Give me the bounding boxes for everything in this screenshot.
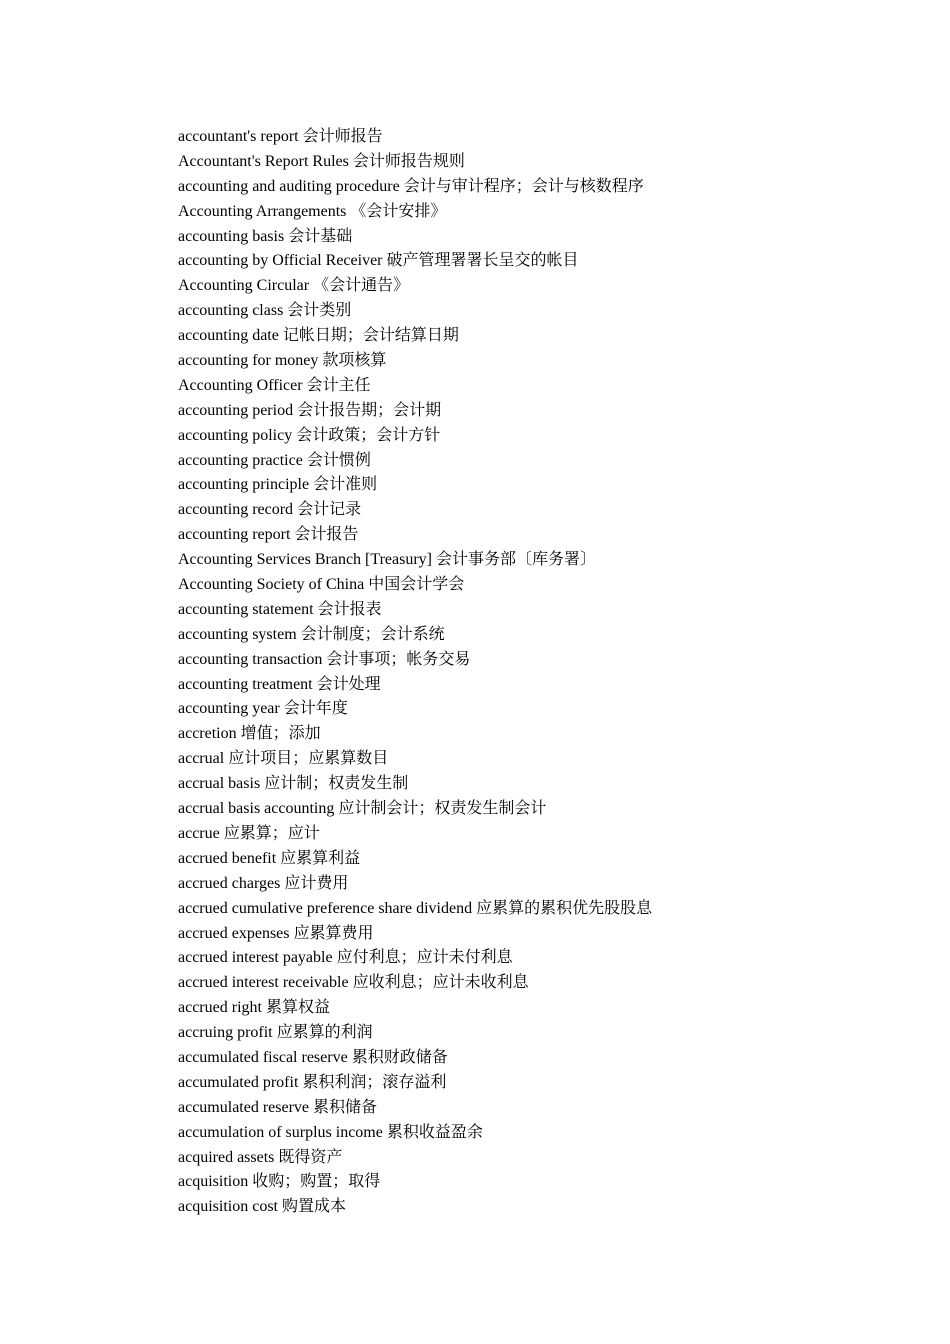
entry-term: accrue xyxy=(178,824,220,842)
entry-translation: 累积利润；滚存溢利 xyxy=(302,1073,447,1091)
glossary-entry xyxy=(178,324,878,349)
entry-term: accrued interest receivable xyxy=(178,974,349,992)
entry-term: accruing profit xyxy=(178,1024,273,1042)
glossary-entry xyxy=(178,772,878,797)
glossary-entry xyxy=(178,971,878,996)
glossary-entry xyxy=(178,1170,878,1195)
glossary-entry xyxy=(178,299,878,324)
entry-translation: 应累算费用 xyxy=(293,924,374,942)
entry-translation: 会计报表 xyxy=(317,600,382,618)
glossary-entry xyxy=(178,1121,878,1146)
entry-translation: 应收利息；应计未收利息 xyxy=(352,974,529,992)
entry-term: accounting policy xyxy=(178,426,293,444)
entry-translation: 款项核算 xyxy=(322,352,387,370)
glossary-entry xyxy=(178,175,878,200)
entry-term: accounting basis xyxy=(178,227,285,245)
glossary-entry xyxy=(178,1021,878,1046)
entry-translation: 应累算的累积优先股股息 xyxy=(476,899,653,917)
entry-term: accounting report xyxy=(178,526,291,544)
glossary-entry xyxy=(178,722,878,747)
entry-term: accrued interest payable xyxy=(178,949,333,967)
glossary-entry xyxy=(178,498,878,523)
entry-translation: 破产管理署署长呈交的帐目 xyxy=(386,252,579,270)
entry-term: accounting record xyxy=(178,501,294,519)
glossary-entry xyxy=(178,598,878,623)
entry-translation: 会计基础 xyxy=(288,227,353,245)
entry-translation: 会计师报告规则 xyxy=(352,152,465,170)
entry-term: accumulation of surplus income xyxy=(178,1123,383,1141)
entry-term: Accounting Society of China xyxy=(178,576,365,594)
entry-translation: 《会计安排》 xyxy=(350,202,447,220)
entry-term: Accounting Officer xyxy=(178,376,303,394)
entry-translation: 累积储备 xyxy=(313,1098,378,1116)
entry-translation: 会计记录 xyxy=(297,501,362,519)
glossary-entry xyxy=(178,399,878,424)
glossary-entry xyxy=(178,648,878,673)
glossary-entry xyxy=(178,548,878,573)
glossary-entry xyxy=(178,847,878,872)
entry-term: acquisition xyxy=(178,1173,249,1191)
entry-term: Accounting Arrangements xyxy=(178,202,347,220)
entry-translation: 应计费用 xyxy=(284,874,349,892)
entry-term: accrued right xyxy=(178,999,262,1017)
entry-translation: 中国会计学会 xyxy=(368,576,465,594)
entry-translation: 会计准则 xyxy=(313,476,378,494)
glossary-entry xyxy=(178,697,878,722)
glossary-entry xyxy=(178,1096,878,1121)
glossary-entry xyxy=(178,125,878,150)
glossary-entry xyxy=(178,449,878,474)
entry-term: accumulated fiscal reserve xyxy=(178,1048,348,1066)
glossary-entry xyxy=(178,822,878,847)
glossary-entry xyxy=(178,150,878,175)
entry-term: accounting transaction xyxy=(178,650,323,668)
glossary-entry xyxy=(178,523,878,548)
entry-term: acquisition cost xyxy=(178,1198,278,1216)
glossary-entry xyxy=(178,1046,878,1071)
entry-translation: 应计制；权责发生制 xyxy=(264,775,409,793)
entry-term: Accountant's Report Rules xyxy=(178,152,349,170)
entry-translation: 记帐日期；会计结算日期 xyxy=(282,327,459,345)
entry-translation: 会计类别 xyxy=(287,302,352,320)
entry-translation: 会计师报告 xyxy=(302,128,383,145)
glossary-entry xyxy=(178,1071,878,1096)
entry-term: accounting for money xyxy=(178,352,319,370)
glossary-entry xyxy=(178,922,878,947)
glossary-entry xyxy=(178,473,878,498)
entry-term: accrued cumulative preference share dividend xyxy=(178,899,473,917)
glossary-entry xyxy=(178,374,878,399)
glossary-entry xyxy=(178,274,878,299)
entry-term: accounting principle xyxy=(178,476,310,494)
entry-term: accounting class xyxy=(178,302,284,320)
entry-term: accumulated reserve xyxy=(178,1098,310,1116)
entry-term: Accounting Services Branch [Treasury] xyxy=(178,551,433,569)
entry-translation: 会计事项；帐务交易 xyxy=(326,650,471,668)
entry-translation: 累积财政储备 xyxy=(351,1048,448,1066)
glossary-entry xyxy=(178,573,878,598)
entry-term: acquired assets xyxy=(178,1148,275,1166)
entry-translation: 会计事务部〔库务署〕 xyxy=(436,551,597,569)
glossary-entry xyxy=(178,349,878,374)
entry-translation: 增值；添加 xyxy=(240,725,321,743)
glossary-entry xyxy=(178,1146,878,1171)
entry-translation: 会计报告 xyxy=(294,526,359,544)
entry-translation: 会计政策；会计方针 xyxy=(296,426,441,444)
entry-translation: 既得资产 xyxy=(278,1148,343,1166)
glossary-entry xyxy=(178,897,878,922)
entry-term: accounting by Official Receiver xyxy=(178,252,383,270)
entry-term: accrual basis accounting xyxy=(178,800,335,818)
entry-term: accountant's report xyxy=(178,128,299,145)
glossary-entry xyxy=(178,200,878,225)
entry-term: accrued expenses xyxy=(178,924,290,942)
entry-translation: 会计主任 xyxy=(306,376,371,394)
entry-translation: 应累算；应计 xyxy=(223,824,320,842)
entry-translation: 会计与审计程序；会计与核数程序 xyxy=(403,177,644,195)
glossary-entry xyxy=(178,797,878,822)
glossary-entry xyxy=(178,747,878,772)
entry-translation: 会计处理 xyxy=(316,675,381,693)
glossary-entry xyxy=(178,225,878,250)
entry-translation: 累算权益 xyxy=(265,999,330,1017)
entry-translation: 应累算利益 xyxy=(280,849,361,867)
glossary-entry xyxy=(178,249,878,274)
glossary-entry xyxy=(178,996,878,1021)
entry-term: accounting practice xyxy=(178,451,303,469)
glossary-entry xyxy=(178,946,878,971)
entry-translation: 会计年度 xyxy=(283,700,348,718)
glossary-entry xyxy=(178,673,878,698)
glossary-entry xyxy=(178,1195,878,1220)
entry-term: accounting date xyxy=(178,327,279,345)
entry-term: accounting and auditing procedure xyxy=(178,177,400,195)
entry-term: accrued charges xyxy=(178,874,281,892)
entry-translation: 应计项目；应累算数目 xyxy=(228,750,389,768)
glossary-entry xyxy=(178,872,878,897)
entry-translation: 应计制会计；权责发生制会计 xyxy=(338,800,547,818)
entry-term: Accounting Circular xyxy=(178,277,310,295)
entry-translation: 收购；购置；取得 xyxy=(252,1173,381,1191)
entry-translation: 会计报告期；会计期 xyxy=(297,401,442,419)
entry-term: accounting period xyxy=(178,401,294,419)
entry-translation: 《会计通告》 xyxy=(313,277,410,295)
glossary-entry xyxy=(178,623,878,648)
entry-term: accumulated profit xyxy=(178,1073,299,1091)
entry-translation: 会计制度；会计系统 xyxy=(300,625,445,643)
entry-term: accrued benefit xyxy=(178,849,277,867)
entry-term: accounting system xyxy=(178,625,297,643)
entry-translation: 应付利息；应计未付利息 xyxy=(336,949,513,967)
entry-term: accrual xyxy=(178,750,225,768)
entry-term: accounting statement xyxy=(178,600,314,618)
entry-term: accounting treatment xyxy=(178,675,313,693)
glossary-list xyxy=(178,125,878,1220)
entry-term: accrual basis xyxy=(178,775,261,793)
entry-term: accounting year xyxy=(178,700,280,718)
entry-translation: 累积收益盈余 xyxy=(386,1123,483,1141)
glossary-entry xyxy=(178,424,878,449)
entry-translation: 购置成本 xyxy=(281,1198,346,1216)
entry-translation: 会计惯例 xyxy=(306,451,371,469)
entry-term: accretion xyxy=(178,725,237,743)
entry-translation: 应累算的利润 xyxy=(276,1024,373,1042)
